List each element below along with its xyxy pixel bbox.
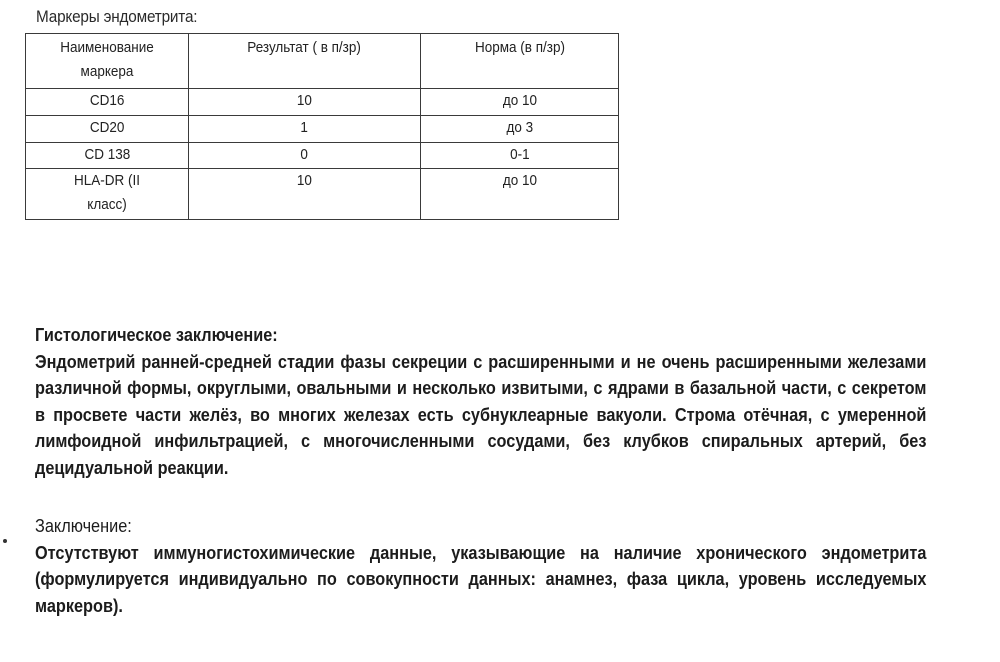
histology-title: Гистологическое заключение: [35,325,278,345]
cell-marker: HLA-DR (II класс) [26,169,189,220]
table-row [26,169,619,220]
conclusion-text: Отсутствуют иммуногистохимические данные, указывающие на наличие хронического эндометрита (формулируется индивидуально по совокупности данных: анамнез, фаза цикла, уровень исследуемых маркеров). [35,542,927,616]
cell-marker: CD20 [26,116,189,143]
cell-marker: CD16 [26,89,189,116]
cell-marker: CD 138 [26,143,189,169]
table-row [26,116,619,143]
cell-norm: до 10 [421,169,619,220]
header-result: Результат ( в п/зр) [189,34,421,89]
markers-table [25,33,619,220]
header-norm: Норма (в п/зр) [421,34,619,89]
table-header-row [26,34,619,89]
conclusion-title: Заключение: [35,516,132,536]
conclusion-section [35,513,925,619]
cell-result: 10 [189,89,421,116]
cell-norm: до 10 [421,89,619,116]
markers-caption: Маркеры эндометрита: [36,7,198,26]
cell-norm: 0-1 [421,143,619,169]
table-row [26,89,619,116]
histology-section [35,322,925,481]
cell-result: 1 [189,116,421,143]
cell-norm: до 3 [421,116,619,143]
histology-text: Эндометрий ранней-средней стадии фазы секреции с расширенными и не очень расширенными железами различной формы, округлыми, овальными и несколько извитыми, с ядрами в базальной части, с секретом в просвете части желёз, во многих железах есть субнуклеарные вакуоли. Строма отёчная, с умеренной лимфоидной инфильтрацией, с многочисленными сосудами, без клубков спиральных артерий, без децидуальной реакции. [35,351,927,478]
header-marker-name: Наименование маркера [26,34,189,89]
cell-result: 0 [189,143,421,169]
table-row [26,143,619,169]
scan-artifact-dot [3,539,7,543]
cell-result: 10 [189,169,421,220]
